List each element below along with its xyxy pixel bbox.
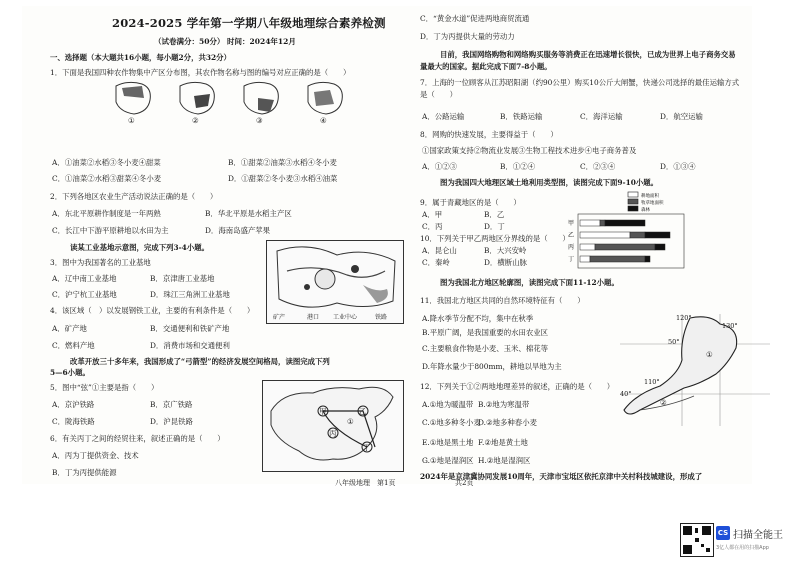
intro-7-8-b: 量最大的国家。据此完成下面7-8小题。 <box>420 62 552 71</box>
page-number: 八年级地理 第1页 <box>335 479 396 487</box>
bar-乙-3 <box>645 232 670 238</box>
qr-pattern <box>681 524 713 556</box>
question-2: 2．下列各地区农业生产活动说法正确的是（ ） <box>50 192 218 201</box>
q12-statement-8[interactable]: H.②地是湿润区 <box>478 456 531 465</box>
q6-option-c[interactable]: C．“黄金水道”促进两地商贸流通 <box>420 14 530 23</box>
q11-option-b[interactable]: B.平原广阔，是我国重要的水田农业区 <box>422 328 549 337</box>
question-10: 10．下列关于甲乙两地区分界线的是（ ） <box>420 234 570 243</box>
q10-option-a[interactable]: A．昆仑山 <box>422 246 457 255</box>
q3-option-a[interactable]: A．辽中南工业基地 <box>52 274 117 283</box>
question-8: 8．网购的快速发展，主要得益于（ ） <box>420 130 558 139</box>
q7-option-b[interactable]: B．铁路运输 <box>500 112 543 121</box>
q6-option-a[interactable]: A．丙为丁提供资金、技术 <box>52 451 139 460</box>
qr-code-icon[interactable] <box>680 523 714 557</box>
question-5: 5．图中“弦”①主要是指（ ） <box>50 383 159 392</box>
q12-statement-1[interactable]: A.①地为暖温带 <box>422 400 474 409</box>
exam-page <box>22 6 752 484</box>
legend-swatch-2 <box>628 199 638 204</box>
q12-statement-3[interactable]: C.①地多种冬小麦 <box>422 418 481 427</box>
bar-乙-2 <box>630 232 645 238</box>
left-column <box>50 6 402 484</box>
fig1-label-1: ① <box>128 116 135 125</box>
question-7-b: 是（ ） <box>420 90 457 99</box>
map56-label-yi: 乙 <box>359 407 367 416</box>
fig1-label-2: ② <box>192 116 199 125</box>
question-7-a: 7．上海的一位顾客从江苏昭阳湖（约90公里）购买10公斤大闸蟹，快递公司选择的最佳运输方式 <box>420 78 740 87</box>
q3-option-b[interactable]: B．京津唐工业基地 <box>150 274 215 283</box>
section-heading: 一、选择题（本大题共16小题，每小题2分，共32分） <box>50 53 231 62</box>
north-china-map <box>620 314 770 426</box>
q11-option-a[interactable]: A.降水季节分配不均，集中在秋季 <box>422 314 534 323</box>
intro-9-10: 图为我国四大地理区域土地利用类型图，读图完成下面9-10小题。 <box>440 178 659 187</box>
question-1: 1．下面是我国四种农作物集中产区分布图，其农作物名称与图的编号对应正确的是（ ） <box>50 68 351 77</box>
q4-option-c[interactable]: C．燃料产地 <box>52 341 95 350</box>
map12-label-2: ② <box>660 398 667 407</box>
passage-tianjin: 2024年是京津冀协同发展10周年，天津市宝坻区依托京津中关村科技城建设，形成了 <box>420 472 703 481</box>
intro-7-8-a: 目前，我国网络购物和网络购买服务等消费正在迅速增长很快，已成为世界上电子商务交易 <box>440 50 736 59</box>
q11-option-d[interactable]: D.年降水量少于800mm，耕地以旱地为主 <box>422 362 562 371</box>
question-9: 9．属于青藏地区的是（ ） <box>420 198 521 207</box>
q1-option-b[interactable]: B．①甜菜②油菜③水稻④冬小麦 <box>228 158 337 167</box>
bar-甲-1 <box>580 220 600 226</box>
q9-option-c[interactable]: C．丙 <box>422 222 443 231</box>
map56-label-ding: 丁 <box>363 443 371 452</box>
q7-option-a[interactable]: A．公路运输 <box>422 112 465 121</box>
q1-option-d[interactable]: D．①甜菜②冬小麦③水稻④油菜 <box>228 174 338 183</box>
category-label-1: 甲 <box>568 220 575 227</box>
north-china-map-svg <box>620 314 770 426</box>
question-6: 6．有关丙丁之间的经贸往来，叙述正确的是（ ） <box>50 434 225 443</box>
intro-5-6-a: 改革开放三十多年来，我国形成了“弓箭型”的经济发展空间格局，读图完成下列 <box>70 357 330 366</box>
q5-option-a[interactable]: A．京沪铁路 <box>52 400 95 409</box>
category-label-3: 丙 <box>568 244 575 251</box>
map56-label-1: ① <box>347 417 354 426</box>
q2-option-d[interactable]: D．海南岛盛产苹果 <box>205 226 271 235</box>
exam-meta: （试卷满分：50分） 时间：2024年12月 <box>154 37 296 46</box>
q11-option-c[interactable]: C.主要粮食作物是小麦、玉米、棉花等 <box>422 344 548 353</box>
q3-option-d[interactable]: D．珠江三角洲工业基地 <box>150 290 230 299</box>
lon-120-label: 120° <box>676 314 692 322</box>
q2-option-b[interactable]: B．华北平原是水稻主产区 <box>205 209 292 218</box>
q5-option-b[interactable]: B．京广铁路 <box>150 400 193 409</box>
q8-option-b[interactable]: B．①②④ <box>500 162 535 171</box>
intro-5-6-b: 5—6小题。 <box>50 368 90 377</box>
q7-option-d[interactable]: D．航空运输 <box>660 112 703 121</box>
map12-label-1: ① <box>706 350 713 359</box>
q12-statement-6[interactable]: F.②地是黄土地 <box>478 438 528 447</box>
category-label-2: 乙 <box>568 232 575 239</box>
intro-3-4: 读某工业基地示意图，完成下列3-4小题。 <box>70 243 209 252</box>
q4-option-d[interactable]: D．消费市场和交通便利 <box>150 341 230 350</box>
crop-distribution-figure <box>108 78 358 130</box>
q10-option-d[interactable]: D．横断山脉 <box>484 258 527 267</box>
q9-option-a[interactable]: A．甲 <box>422 210 443 219</box>
legend-label-1: 耕地面积 <box>641 194 659 199</box>
q2-option-a[interactable]: A．东北平原耕作制度是一年两熟 <box>52 209 161 218</box>
question-11: 11．我国北方地区共同的自然环境特征有（ ） <box>420 296 585 305</box>
q10-option-c[interactable]: C．秦岭 <box>422 258 450 267</box>
category-label-4: 丁 <box>568 256 575 263</box>
bar-甲-3 <box>605 220 645 226</box>
q8-option-d[interactable]: D．①③④ <box>660 162 696 171</box>
land-use-chart <box>568 190 688 270</box>
q8-option-c[interactable]: C．②③④ <box>580 162 616 171</box>
q4-option-b[interactable]: B．交通便利和铁矿产地 <box>150 324 230 333</box>
right-column <box>420 6 792 484</box>
q6-option-d[interactable]: D．丁为丙提供大量的劳动力 <box>420 32 515 41</box>
crop-map-3 <box>244 82 278 114</box>
crop-map-1 <box>116 82 150 114</box>
legend-label-2: 牧草地面积 <box>641 201 664 206</box>
q12-statement-2[interactable]: B.②地为寒温带 <box>478 400 530 409</box>
crop-map-4 <box>308 82 342 114</box>
bar-丁-3 <box>645 256 650 262</box>
scanner-brand-tagline: 3亿人都在用的扫描App <box>716 545 769 551</box>
q1-option-a[interactable]: A．①油菜②水稻③冬小麦④甜菜 <box>52 158 161 167</box>
lon-130-label: 130° <box>722 322 738 330</box>
bar-丙-2 <box>595 244 655 250</box>
map56-label-bing: 丙 <box>329 429 337 438</box>
bar-丙-3 <box>655 244 665 250</box>
q12-statement-4[interactable]: D.②地多种春小麦 <box>478 418 537 427</box>
q12-statement-5[interactable]: E.①地是黑土地 <box>422 438 474 447</box>
industrial-base-map <box>266 240 404 324</box>
industrial-map-svg <box>267 241 403 323</box>
fig1-label-3: ③ <box>256 116 263 125</box>
q5-option-d[interactable]: D．沪昆铁路 <box>150 417 193 426</box>
bar-丁-2 <box>590 256 645 262</box>
q8-statements: ①国家政策支持②物流业发展③生物工程技术进步④电子商务普及 <box>422 146 637 155</box>
q3-option-c[interactable]: C．沪宁杭工业基地 <box>52 290 117 299</box>
legend-swatch-3 <box>628 206 638 211</box>
land-use-chart-svg <box>568 190 688 270</box>
question-12: 12．下列关于①②两地地理差异的叙述，正确的是（ ） <box>420 382 615 391</box>
q12-statement-7[interactable]: G.①地是湿润区 <box>422 456 474 465</box>
scanner-brand-name: 扫描全能王 <box>733 530 783 541</box>
crop-map-2 <box>180 82 214 114</box>
page-total: 共2页 <box>455 479 474 487</box>
q4-option-a[interactable]: A．矿产地 <box>52 324 87 333</box>
china-map-svg <box>263 381 403 471</box>
legend-industry-center: 工业中心 <box>333 314 358 321</box>
china-economic-map <box>262 380 404 472</box>
q7-option-c[interactable]: C．海洋运输 <box>580 112 623 121</box>
lat-40-label: 40° <box>620 390 632 398</box>
legend-port: 港口 <box>307 314 320 321</box>
q2-option-c[interactable]: C．长江中下游平原耕地以水田为主 <box>52 226 169 235</box>
bar-丙-1 <box>580 244 595 250</box>
legend-label-3: 森林 <box>641 208 650 213</box>
q8-option-a[interactable]: A．①②③ <box>422 162 457 171</box>
scanner-logo-icon: CS <box>716 526 730 540</box>
bar-甲-2 <box>600 220 605 226</box>
fig1-label-4: ④ <box>320 116 327 125</box>
lat-50-label: 50° <box>668 338 680 346</box>
intro-11-12: 图为我国北方地区轮廓图，读图完成下面11-12小题。 <box>440 278 619 287</box>
q9-option-b[interactable]: B．乙 <box>484 210 505 219</box>
q9-option-d[interactable]: D．丁 <box>484 222 505 231</box>
question-3: 3．图中为我国著名的工业基地 <box>50 258 151 267</box>
bar-丁-1 <box>580 256 590 262</box>
legend-mineral: 矿产 <box>273 314 286 321</box>
legend-railway: 铁路 <box>375 314 388 321</box>
question-4: 4．该区域（ ）以发展钢铁工业，主要的有利条件是（ ） <box>50 306 255 315</box>
q10-option-b[interactable]: B．大兴安岭 <box>484 246 527 255</box>
q5-option-c[interactable]: C．陇海铁路 <box>52 417 95 426</box>
map56-label-jia: 甲 <box>319 407 327 416</box>
bar-乙-1 <box>580 232 630 238</box>
lon-110-label: 110° <box>644 378 660 386</box>
q6-option-b[interactable]: B．丁为丙提供能源 <box>52 468 117 477</box>
q1-option-c[interactable]: C．①油菜②水稻③甜菜④冬小麦 <box>52 174 162 183</box>
exam-title: 2024-2025 学年第一学期八年级地理综合素养检测 <box>112 16 386 30</box>
legend-swatch-1 <box>628 192 638 197</box>
